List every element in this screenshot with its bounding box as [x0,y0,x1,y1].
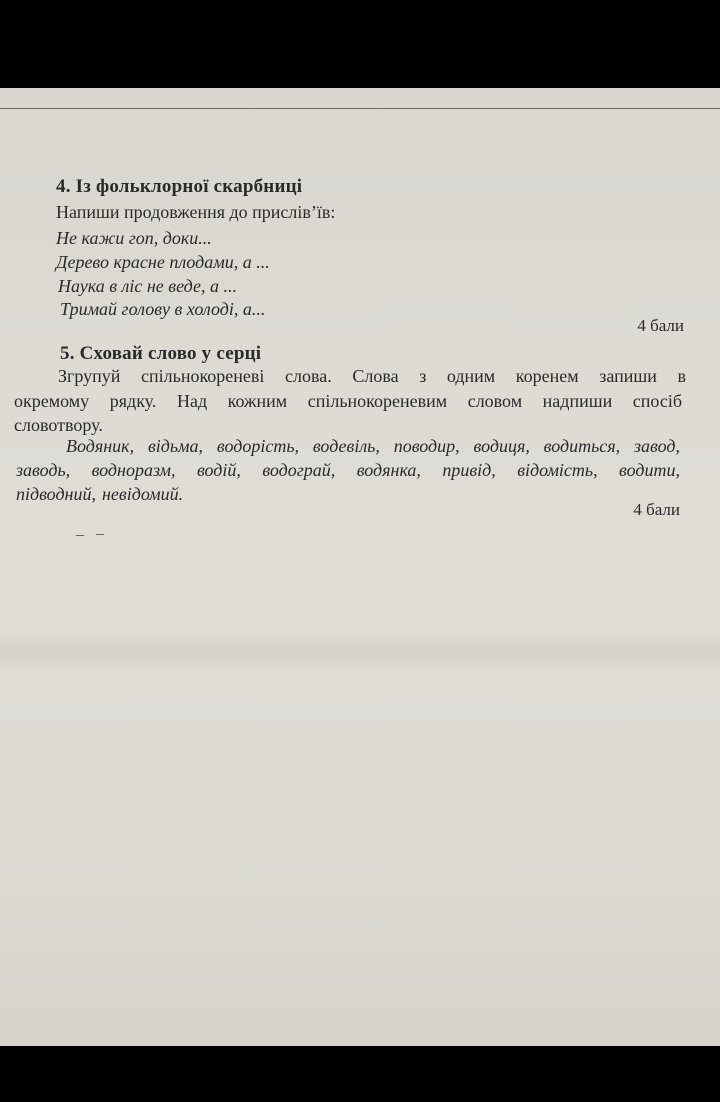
word: кожним [227,391,288,411]
task5-instruction-line-3: словотвору. [14,415,103,435]
task4-score: 4 бали [637,316,684,335]
proverb-3: Наука в ліс не веде, а ... [58,276,237,296]
word: Над [176,391,208,411]
word: водиця, [473,436,530,456]
task5-score: 4 бали [633,500,680,519]
word: Слова [352,366,399,386]
word: спосіб [632,391,682,411]
proverb-1: Не кажи гоп, доки... [56,228,212,248]
word: водянка, [356,460,421,480]
task4-title: 4. Із фольклорної скарбниці [56,176,303,197]
word: слова. [285,366,332,386]
word: спільнокореневим [307,391,448,411]
task5-instruction-line-2 [14,391,682,412]
word: Згрупуй [58,366,121,386]
word: підводний, [16,484,96,504]
proverb-4: Тримай голову в холоді, а... [60,299,266,319]
task5-words-line-3 [16,484,183,505]
word: з [419,366,427,386]
task5-words-line-2 [16,460,680,481]
document-photo [0,88,720,1046]
word: одним [446,366,496,386]
task5-words-line-1 [66,436,680,457]
paper-fold [0,633,720,673]
word: водиться, [543,436,621,456]
word: рядку. [109,391,157,411]
word: водорість, [216,436,300,456]
proverb-2: Дерево красне плодами, а ... [56,252,270,272]
word: Водяник, [66,436,135,456]
pen-mark [76,535,84,536]
word: окремому [14,391,90,411]
word: поводир, [393,436,460,456]
word: запиши [599,366,657,386]
word: водевіль, [312,436,380,456]
word: спільнокореневі [141,366,265,386]
word: надпиши [542,391,613,411]
word: водограй, [262,460,336,480]
task5-instruction-line-1 [58,366,686,387]
word: словом [467,391,523,411]
word: водити, [619,460,680,480]
word: в [677,366,686,386]
word: заводь, [16,460,71,480]
word: відомість, [517,460,598,480]
task5-title: 5. Сховай слово у серці [60,343,262,364]
word: завод, [634,436,680,456]
word: невідомий. [101,484,184,504]
task4-instruction: Напиши продовження до прислів’їв: [56,202,336,222]
word: водій, [196,460,241,480]
word: коренем [515,366,579,386]
word: привід, [442,460,496,480]
word: відьма, [147,436,204,456]
word: водноразм, [91,460,176,480]
pen-mark [96,534,104,535]
header-rule [0,108,720,109]
